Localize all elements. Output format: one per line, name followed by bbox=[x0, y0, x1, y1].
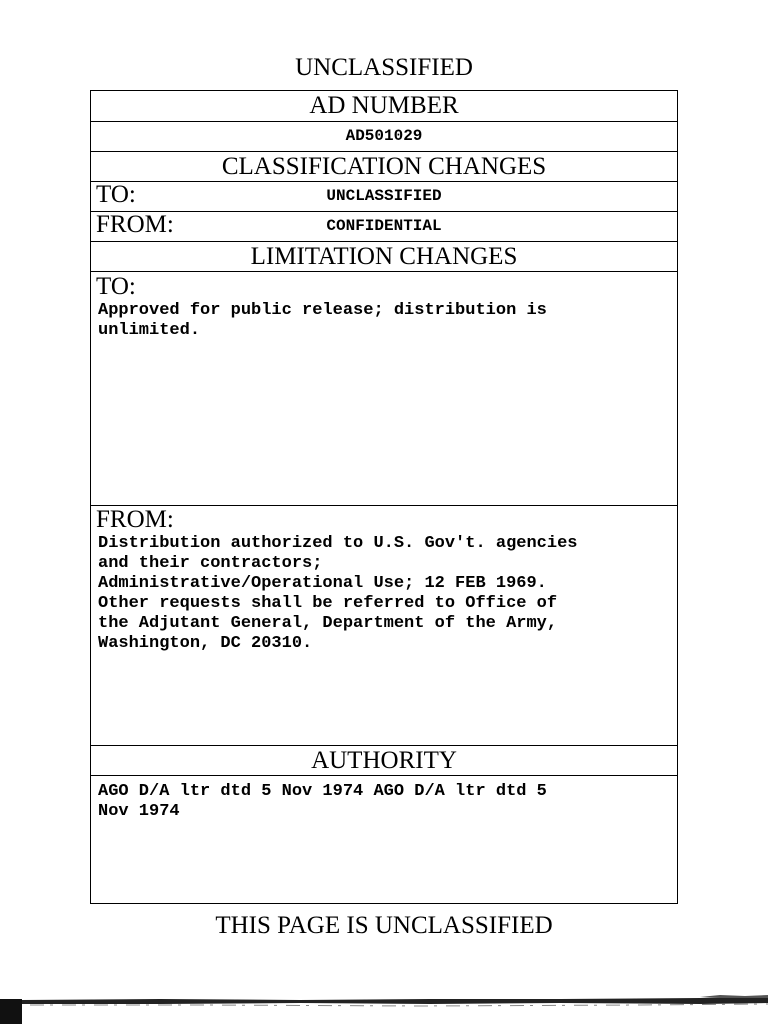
ad-number-heading: AD NUMBER bbox=[91, 91, 677, 122]
top-classification-banner: UNCLASSIFIED bbox=[295, 54, 473, 81]
classification-from-row bbox=[91, 212, 677, 242]
bottom-classification-banner: THIS PAGE IS UNCLASSIFIED bbox=[215, 912, 553, 939]
limitation-from-section bbox=[91, 506, 677, 746]
classification-to-value: UNCLASSIFIED bbox=[326, 187, 442, 205]
authority-text: AGO D/A ltr dtd 5 Nov 1974 AGO D/A ltr dtd 5 Nov 1974 bbox=[98, 782, 547, 821]
document-form bbox=[90, 90, 678, 904]
limitation-to-section bbox=[91, 272, 677, 506]
scan-edge-artifact bbox=[0, 994, 768, 1024]
authority-section bbox=[91, 776, 677, 903]
classification-changes-heading: CLASSIFICATION CHANGES bbox=[91, 152, 677, 182]
ad-number-value: AD501029 bbox=[91, 122, 677, 152]
authority-heading: AUTHORITY bbox=[91, 746, 677, 776]
limitation-from-label: FROM: bbox=[96, 506, 174, 533]
classification-to-label: TO: bbox=[96, 181, 136, 208]
limitation-to-text: Approved for public release; distribution is unlimited. bbox=[98, 301, 547, 340]
limitation-from-text: Distribution authorized to U.S. Gov't. agencies and their contractors; Administrative/Operational Use; 12 FEB 1969. Other requests shall be referred to Office of the Adjutant General, Department of the Army, Washington, DC 20310. bbox=[98, 534, 578, 653]
classification-to-row bbox=[91, 182, 677, 212]
limitation-changes-heading: LIMITATION CHANGES bbox=[91, 242, 677, 272]
classification-from-label: FROM: bbox=[96, 211, 174, 238]
classification-from-value: CONFIDENTIAL bbox=[326, 217, 442, 235]
limitation-to-label: TO: bbox=[96, 273, 136, 300]
